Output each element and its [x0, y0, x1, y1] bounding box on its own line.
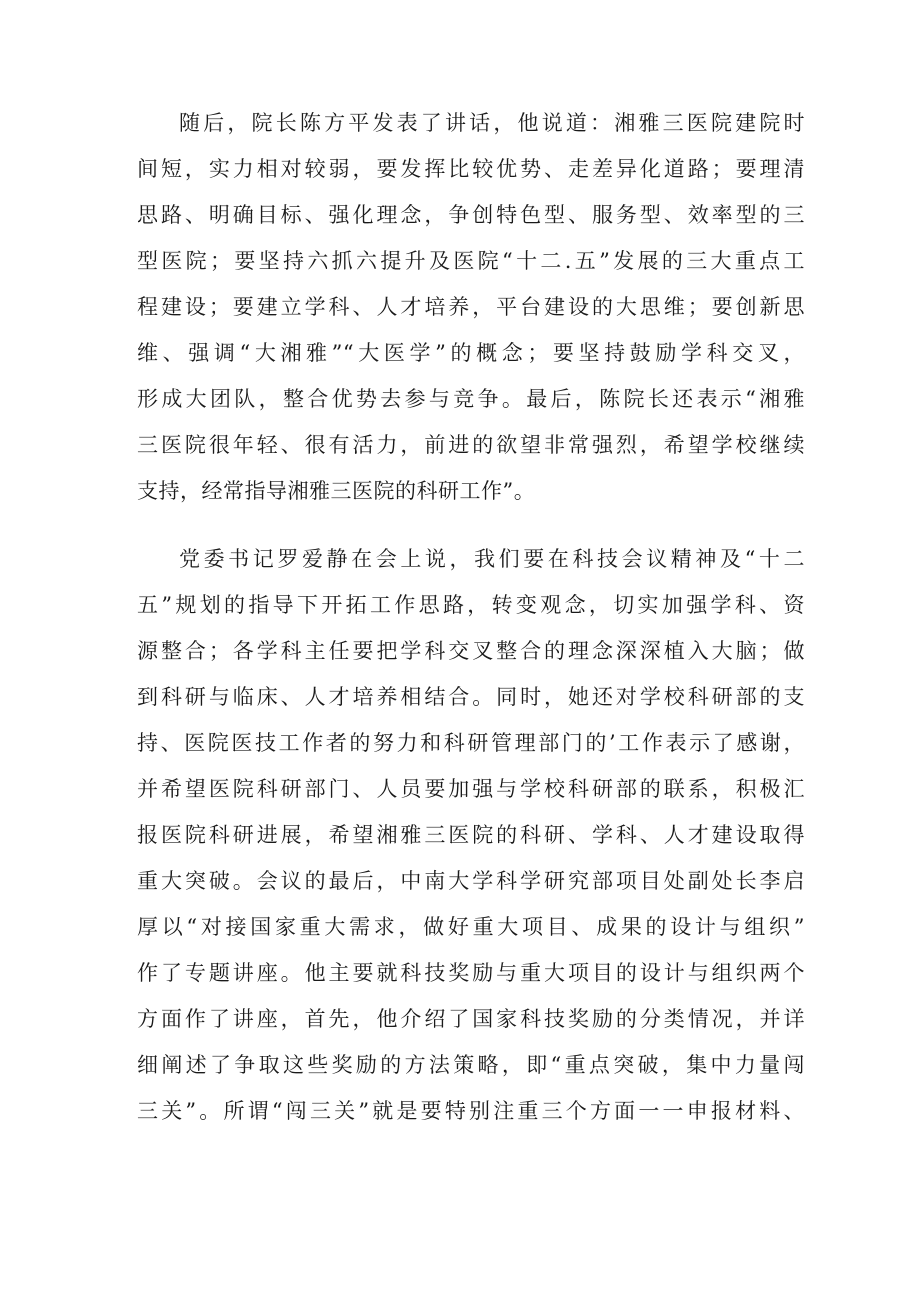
paragraph-1-line: 间短，实力相对较弱，要发挥比较优势、走差异化道路；要理清	[137, 157, 805, 181]
paragraph-2-line: 作了专题讲座。他主要就科技奖励与重大项目的设计与组织两个	[137, 961, 805, 985]
paragraph-1-line: 随后，院长陈方平发表了讲话，他说道：湘雅三医院建院时	[179, 111, 805, 135]
paragraph-2-line: 源整合；各学科主任要把学科交叉整合的理念深深植入大脑；做	[137, 639, 805, 663]
paragraph-1-line: 形成大团队，整合优势去参与竞争。最后，陈院长还表示“湘雅	[137, 387, 805, 411]
paragraph-1-line: 程建设；要建立学科、人才培养，平台建设的大思维；要创新思	[137, 295, 805, 319]
paragraph-2	[137, 536, 805, 1134]
paragraph-2-line: 并希望医院科研部门、人员要加强与学校科研部的联系，积极汇	[137, 777, 805, 801]
paragraph-2-line: 重大突破。会议的最后，中南大学科学研究部项目处副处长李启	[137, 869, 805, 893]
paragraph-2-line: 报医院科研进展，希望湘雅三医院的科研、学科、人才建设取得	[137, 823, 805, 847]
paragraph-2-line: 到科研与临床、人才培养相结合。同时，她还对学校科研部的支	[137, 685, 805, 709]
paragraph-1-line: 型医院；要坚持六抓六提升及医院“十二.五”发展的三大重点工	[137, 249, 805, 273]
paragraph-2-line: 方面作了讲座，首先，他介绍了国家科技奖励的分类情况，并详	[137, 1007, 805, 1031]
paragraph-2-line: 厚以“对接国家重大需求，做好重大项目、成果的设计与组织”	[137, 915, 805, 939]
paragraph-1	[137, 100, 805, 514]
paragraph-2-line: 三关”。所谓“闯三关”就是要特别注重三个方面一一申报材料、	[137, 1099, 805, 1123]
paragraph-2-line: 持、医院医技工作者的努力和科研管理部门的’工作表示了感谢，	[137, 731, 805, 755]
paragraph-1-line: 维、强调“大湘雅”“大医学”的概念；要坚持鼓励学科交叉，	[137, 341, 805, 365]
paragraph-1-line: 思路、明确目标、强化理念，争创特色型、服务型、效率型的三	[137, 203, 805, 227]
paragraph-2-line: 细阐述了争取这些奖励的方法策略，即“重点突破，集中力量闯	[137, 1053, 805, 1077]
paragraph-2-line: 五”规划的指导下开拓工作思路，转变观念，切实加强学科、资	[137, 593, 805, 617]
paragraph-1-line: 支持，经常指导湘雅三医院的科研工作”。	[137, 479, 536, 503]
paragraph-2-line: 党委书记罗爱静在会上说，我们要在科技会议精神及“十二	[179, 547, 805, 571]
paragraph-1-line: 三医院很年轻、很有活力，前进的欲望非常强烈，希望学校继续	[137, 433, 805, 457]
